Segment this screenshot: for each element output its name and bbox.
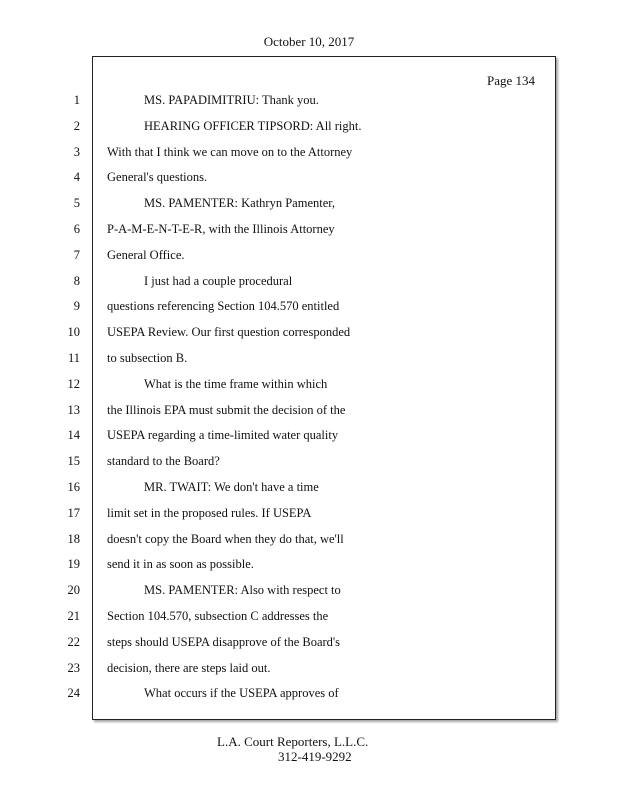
transcript-line: send it in as soon as possible. [107, 557, 254, 572]
line-number: 23 [67, 660, 80, 675]
line-number: 16 [67, 480, 80, 494]
transcript-line: What is the time frame within which [144, 376, 328, 391]
transcript-line: limit set in the proposed rules. If USEPA [107, 505, 312, 520]
transcript-line: P-A-M-E-N-T-E-R, with the Illinois Attorney [107, 222, 335, 236]
page-number: Page 134 [486, 73, 535, 88]
transcript-line: decision, there are steps laid out. [107, 660, 271, 675]
transcript-line: doesn't copy the Board when they do that, we'll [107, 531, 344, 546]
transcript-line: USEPA Review. Our first question corresponded [107, 325, 351, 340]
transcript-line: General Office. [107, 247, 185, 262]
transcript-line: USEPA regarding a time-limited water quality [107, 428, 339, 443]
line-number: 7 [73, 247, 80, 262]
transcript-line: With that I think we can move on to the Attorney [107, 144, 353, 159]
line-number: 14 [67, 428, 80, 443]
line-number: 21 [67, 609, 80, 623]
transcript-line: MR. TWAIT: We don't have a time [144, 480, 319, 494]
transcript-line: steps should USEPA disapprove of the Board's [107, 634, 341, 649]
line-number: 6 [73, 222, 80, 236]
line-number: 24 [67, 686, 80, 701]
transcript-line: questions referencing Section 104.570 entitled [107, 299, 340, 314]
line-number: 4 [73, 170, 80, 185]
line-number: 8 [73, 273, 80, 288]
transcript-line: Section 104.570, subsection C addresses the [107, 609, 329, 623]
transcript-line: the Illinois EPA must submit the decision of the [107, 402, 346, 417]
transcript-line: MS. PAMENTER: Also with respect to [144, 583, 341, 598]
line-number: 3 [73, 144, 80, 159]
line-number: 18 [67, 531, 80, 546]
line-number: 17 [67, 505, 80, 520]
line-number: 22 [67, 634, 80, 649]
line-number: 13 [67, 402, 80, 417]
line-number: 9 [73, 299, 80, 314]
line-number: 5 [73, 196, 80, 211]
transcript-line: HEARING OFFICER TIPSORD: All right. [144, 118, 362, 133]
header-date: October 10, 2017 [263, 34, 355, 49]
line-number: 10 [67, 325, 80, 340]
transcript-line: standard to the Board? [107, 454, 220, 469]
transcript-line: MS. PAMENTER: Kathryn Pamenter, [144, 196, 336, 211]
reporter-phone: 312-419-9292 [278, 749, 352, 764]
transcript-line: I just had a couple procedural [144, 273, 293, 288]
line-number: 12 [67, 376, 80, 391]
transcript-line: MS. PAPADIMITRIU: Thank you. [144, 93, 319, 107]
line-number: 19 [67, 557, 80, 572]
line-number: 1 [73, 93, 80, 107]
line-number: 11 [67, 351, 80, 365]
transcript-line: to subsection B. [107, 351, 188, 365]
line-number: 20 [67, 583, 80, 598]
transcript-line: What occurs if the USEPA approves of [144, 686, 339, 701]
line-number: 2 [73, 118, 80, 133]
transcript-line: General's questions. [107, 170, 208, 185]
line-number: 15 [67, 454, 80, 469]
reporter-company: L.A. Court Reporters, L.L.C. [217, 734, 369, 749]
